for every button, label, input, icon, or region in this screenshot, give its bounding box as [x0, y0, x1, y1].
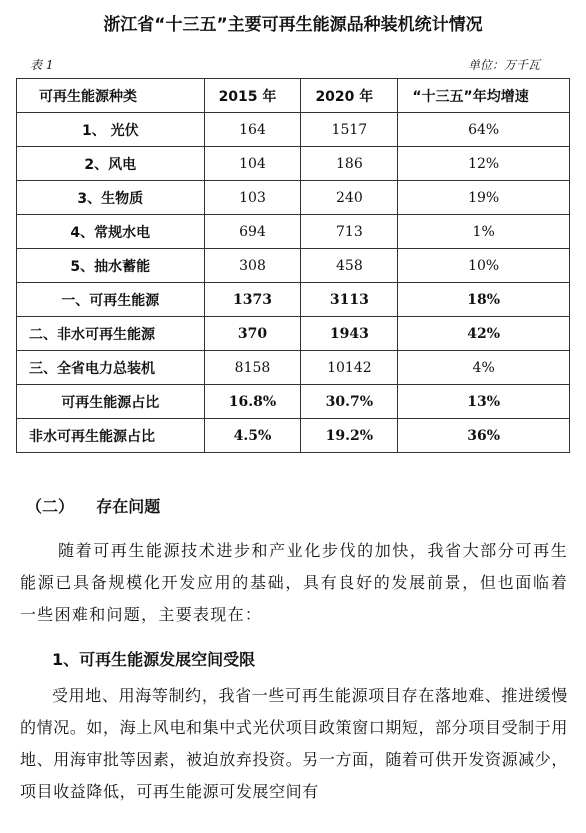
table-row	[17, 113, 570, 147]
row-2015: 164	[204, 113, 301, 147]
row-name: 4、常规水电	[17, 215, 205, 249]
table-header-row	[17, 79, 570, 113]
row-name: 一、可再生能源	[17, 283, 205, 317]
row-2020: 1517	[301, 113, 398, 147]
row-name: 5、抽水蓄能	[17, 249, 205, 283]
row-name: 非水可再生能源占比	[17, 419, 205, 453]
row-2020: 19.2%	[301, 419, 398, 453]
row-2015: 370	[204, 317, 301, 351]
row-name: 1、 光伏	[17, 113, 205, 147]
row-2020: 713	[301, 215, 398, 249]
table-row	[17, 419, 570, 453]
row-2015: 694	[204, 215, 301, 249]
table-label: 表 1	[30, 58, 54, 72]
table-row	[17, 215, 570, 249]
row-name: 2、风电	[17, 147, 205, 181]
table-row	[17, 147, 570, 181]
table-row	[17, 249, 570, 283]
document-title: 浙江省“十三五”主要可再生能源品种装机统计情况	[103, 15, 483, 35]
table-row	[17, 181, 570, 215]
header-growth: “十三五”年均增速	[398, 79, 570, 113]
row-name: 可再生能源占比	[17, 385, 205, 419]
row-2015: 103	[204, 181, 301, 215]
row-2015: 16.8%	[204, 385, 301, 419]
row-name: 三、全省电力总装机	[17, 351, 205, 385]
intro-paragraph: 随着可再生能源技术进步和产业化步伐的加快，我省大部分可再生能源已具备规模化开发应用的基础，具有良好的发展前景，但也面临着一些困难和问题，主要表现在：	[20, 541, 568, 624]
capacity-statistics-table	[16, 78, 570, 453]
row-2015: 4.5%	[204, 419, 301, 453]
row-growth: 4%	[398, 351, 570, 385]
section-heading: （二） 存在问题	[26, 497, 161, 516]
row-2020: 458	[301, 249, 398, 283]
row-growth: 18%	[398, 283, 570, 317]
subsection-heading: 1、可再生能源发展空间受限	[52, 650, 256, 669]
row-2020: 30.7%	[301, 385, 398, 419]
row-growth: 13%	[398, 385, 570, 419]
row-2020: 3113	[301, 283, 398, 317]
table-row	[17, 317, 570, 351]
row-2015: 308	[204, 249, 301, 283]
row-2015: 1373	[204, 283, 301, 317]
row-growth: 19%	[398, 181, 570, 215]
row-growth: 12%	[398, 147, 570, 181]
row-2020: 10142	[301, 351, 398, 385]
row-name: 3、生物质	[17, 181, 205, 215]
row-2015: 8158	[204, 351, 301, 385]
row-2020: 1943	[301, 317, 398, 351]
row-2020: 186	[301, 147, 398, 181]
header-2015: 2015 年	[204, 79, 301, 113]
row-name: 二、非水可再生能源	[17, 317, 205, 351]
unit-label: 单位：万千瓦	[467, 58, 540, 72]
row-2015: 104	[204, 147, 301, 181]
row-2020: 240	[301, 181, 398, 215]
table-row	[17, 351, 570, 385]
row-growth: 10%	[398, 249, 570, 283]
row-growth: 36%	[398, 419, 570, 453]
header-type: 可再生能源种类	[17, 79, 205, 113]
body-paragraph: 受用地、用海等制约，我省一些可再生能源项目存在落地难、推进缓慢的情况。如，海上风电和集中式光伏项目政策窗口期短，部分项目受制于用地、用海审批等因素，被迫放弃投资。另一方面，随着可供开发资源减少，项目收益降低，可再生能源可发展空间有	[20, 686, 568, 801]
row-growth: 42%	[398, 317, 570, 351]
row-growth: 1%	[398, 215, 570, 249]
row-growth: 64%	[398, 113, 570, 147]
header-2020: 2020 年	[301, 79, 398, 113]
table-row	[17, 385, 570, 419]
table-row	[17, 283, 570, 317]
